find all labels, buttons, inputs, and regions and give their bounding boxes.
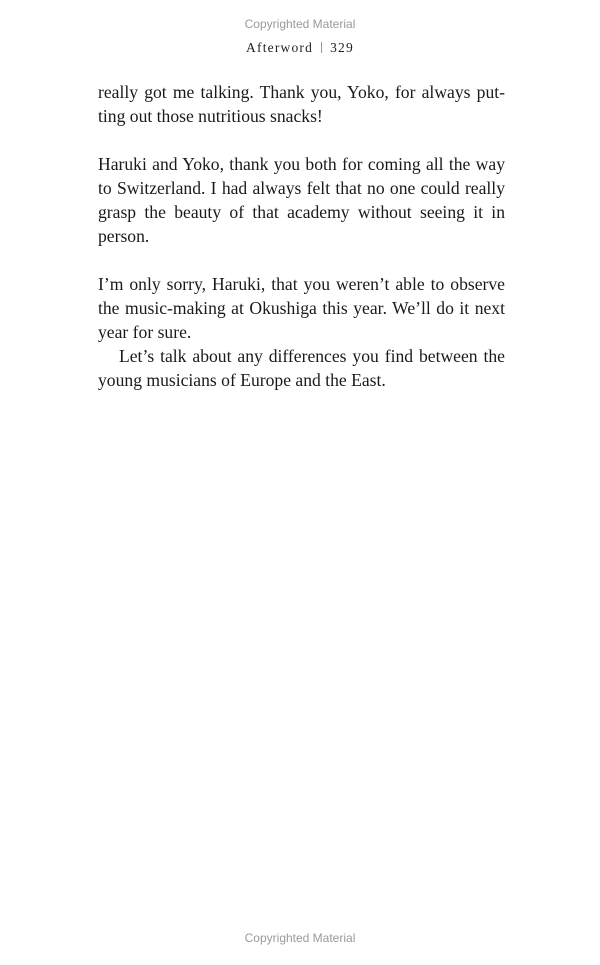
header-divider	[321, 42, 322, 53]
paragraph: really got me talking. Thank you, Yoko, for always putting out those nutritious snacks!	[98, 82, 505, 126]
copyright-watermark-bottom: Copyrighted Material	[244, 931, 356, 945]
paragraph: Let’s talk about any differences you find between the young musicians of Europe and the East.	[98, 346, 505, 390]
paragraph: I’m only sorry, Haruki, that you weren’t able to observe the music-making at Okushiga this year. We’ll do it next year for sure.	[98, 274, 505, 342]
copyright-watermark-top: Copyrighted Material	[244, 17, 356, 31]
running-head	[0, 40, 600, 56]
chapter-title: Afterword	[246, 40, 314, 55]
page-number: 329	[330, 40, 354, 55]
body-text	[98, 80, 505, 392]
paragraph: Haruki and Yoko, thank you both for coming all the way to Switzerland. I had always felt that no one could really grasp the beauty of that academy without seeing it in person.	[98, 154, 505, 246]
